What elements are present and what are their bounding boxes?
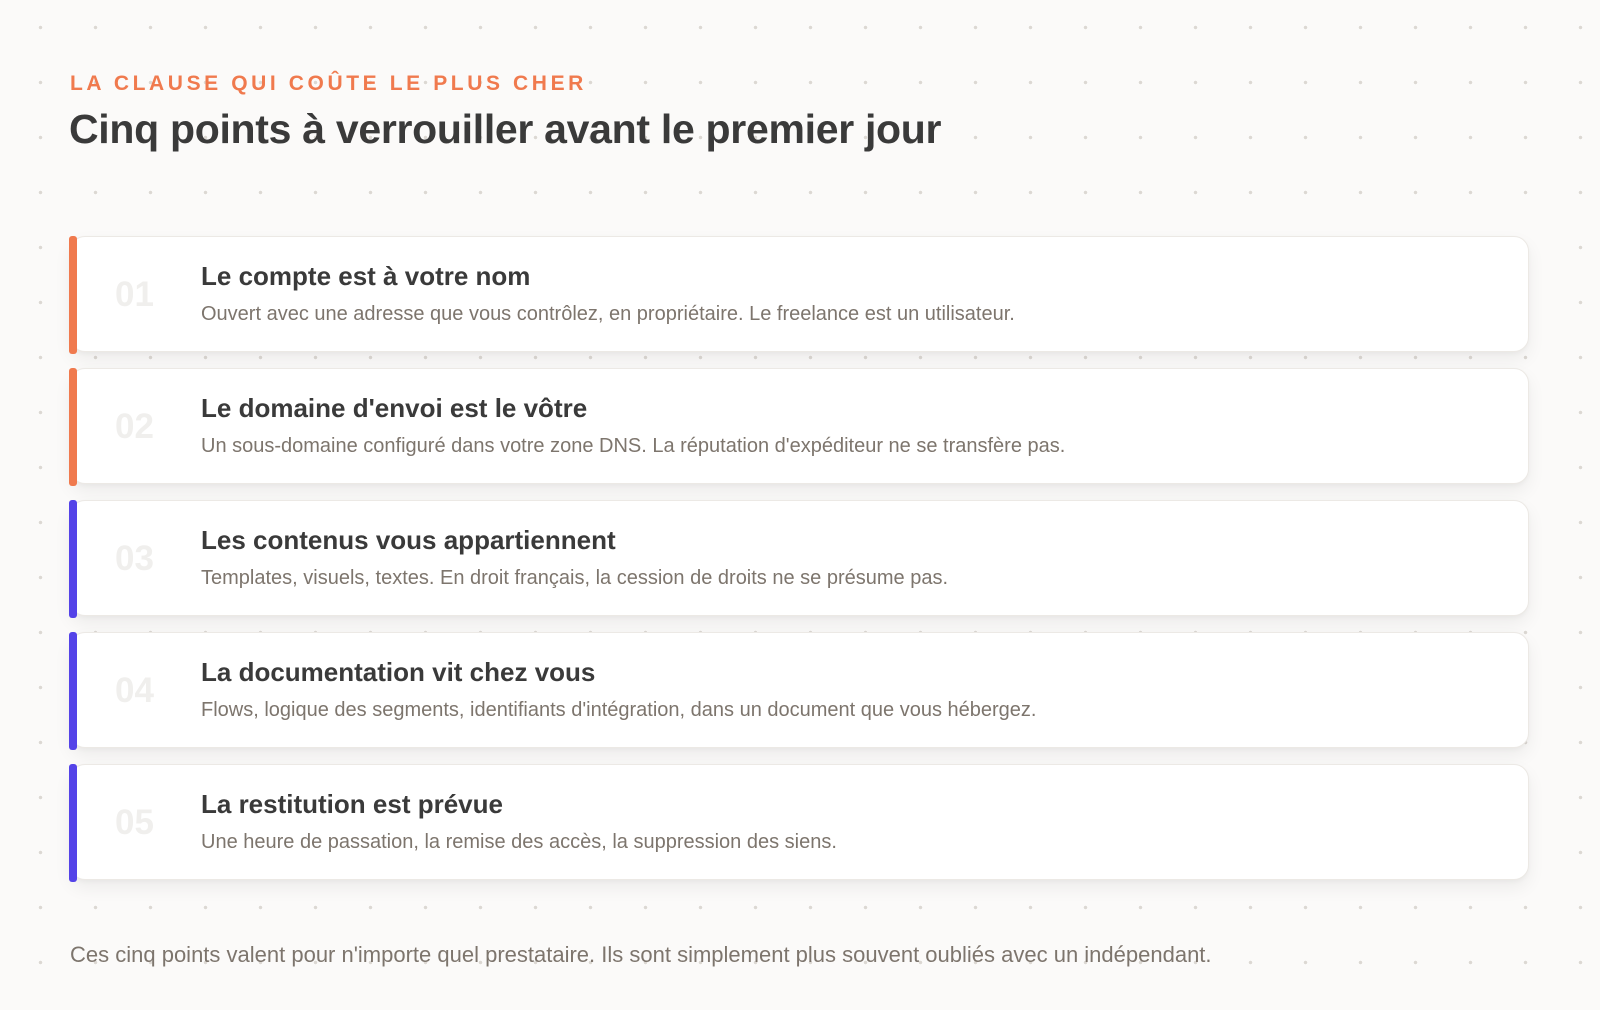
card-number: 01 (115, 275, 154, 314)
page-title: Cinq points à verrouiller avant le premier jour (69, 106, 942, 152)
card-title: La documentation vit chez vous (201, 657, 596, 687)
card-title: Les contenus vous appartiennent (201, 525, 616, 555)
checklist-card-01 (70, 236, 1529, 352)
checklist-card-04 (70, 632, 1529, 748)
card-description: Templates, visuels, textes. En droit français, la cession de droits ne se présume pas. (201, 567, 949, 589)
card-description: Une heure de passation, la remise des accès, la suppression des siens. (201, 831, 837, 853)
card-title: La restitution est prévue (201, 789, 503, 819)
card-accent-bar (69, 500, 77, 618)
card-description: Flows, logique des segments, identifiants d'intégration, dans un document que vous hébergez. (201, 699, 1037, 721)
card-title: Le compte est à votre nom (201, 261, 531, 291)
card-number: 02 (115, 407, 154, 446)
card-accent-bar (69, 368, 77, 486)
card-accent-bar (69, 236, 77, 354)
card-description: Ouvert avec une adresse que vous contrôlez, en propriétaire. Le freelance est un utilisateur. (201, 303, 1015, 325)
checklist-card-02 (70, 368, 1529, 484)
checklist-card-05 (70, 764, 1529, 880)
card-number: 03 (115, 539, 154, 578)
card-title: Le domaine d'envoi est le vôtre (201, 393, 588, 423)
checklist-card-03 (70, 500, 1529, 616)
card-number: 04 (115, 671, 154, 710)
card-number: 05 (115, 803, 154, 842)
card-accent-bar (69, 632, 77, 750)
footer-note: Ces cinq points valent pour n'importe quel prestataire. Ils sont simplement plus souvent oubliés avec un indépendant. (70, 942, 1212, 967)
card-description: Un sous-domaine configuré dans votre zone DNS. La réputation d'expéditeur ne se transfère pas. (201, 435, 1066, 457)
section-eyebrow: LA CLAUSE QUI COÛTE LE PLUS CHER (70, 72, 587, 95)
card-accent-bar (69, 764, 77, 882)
